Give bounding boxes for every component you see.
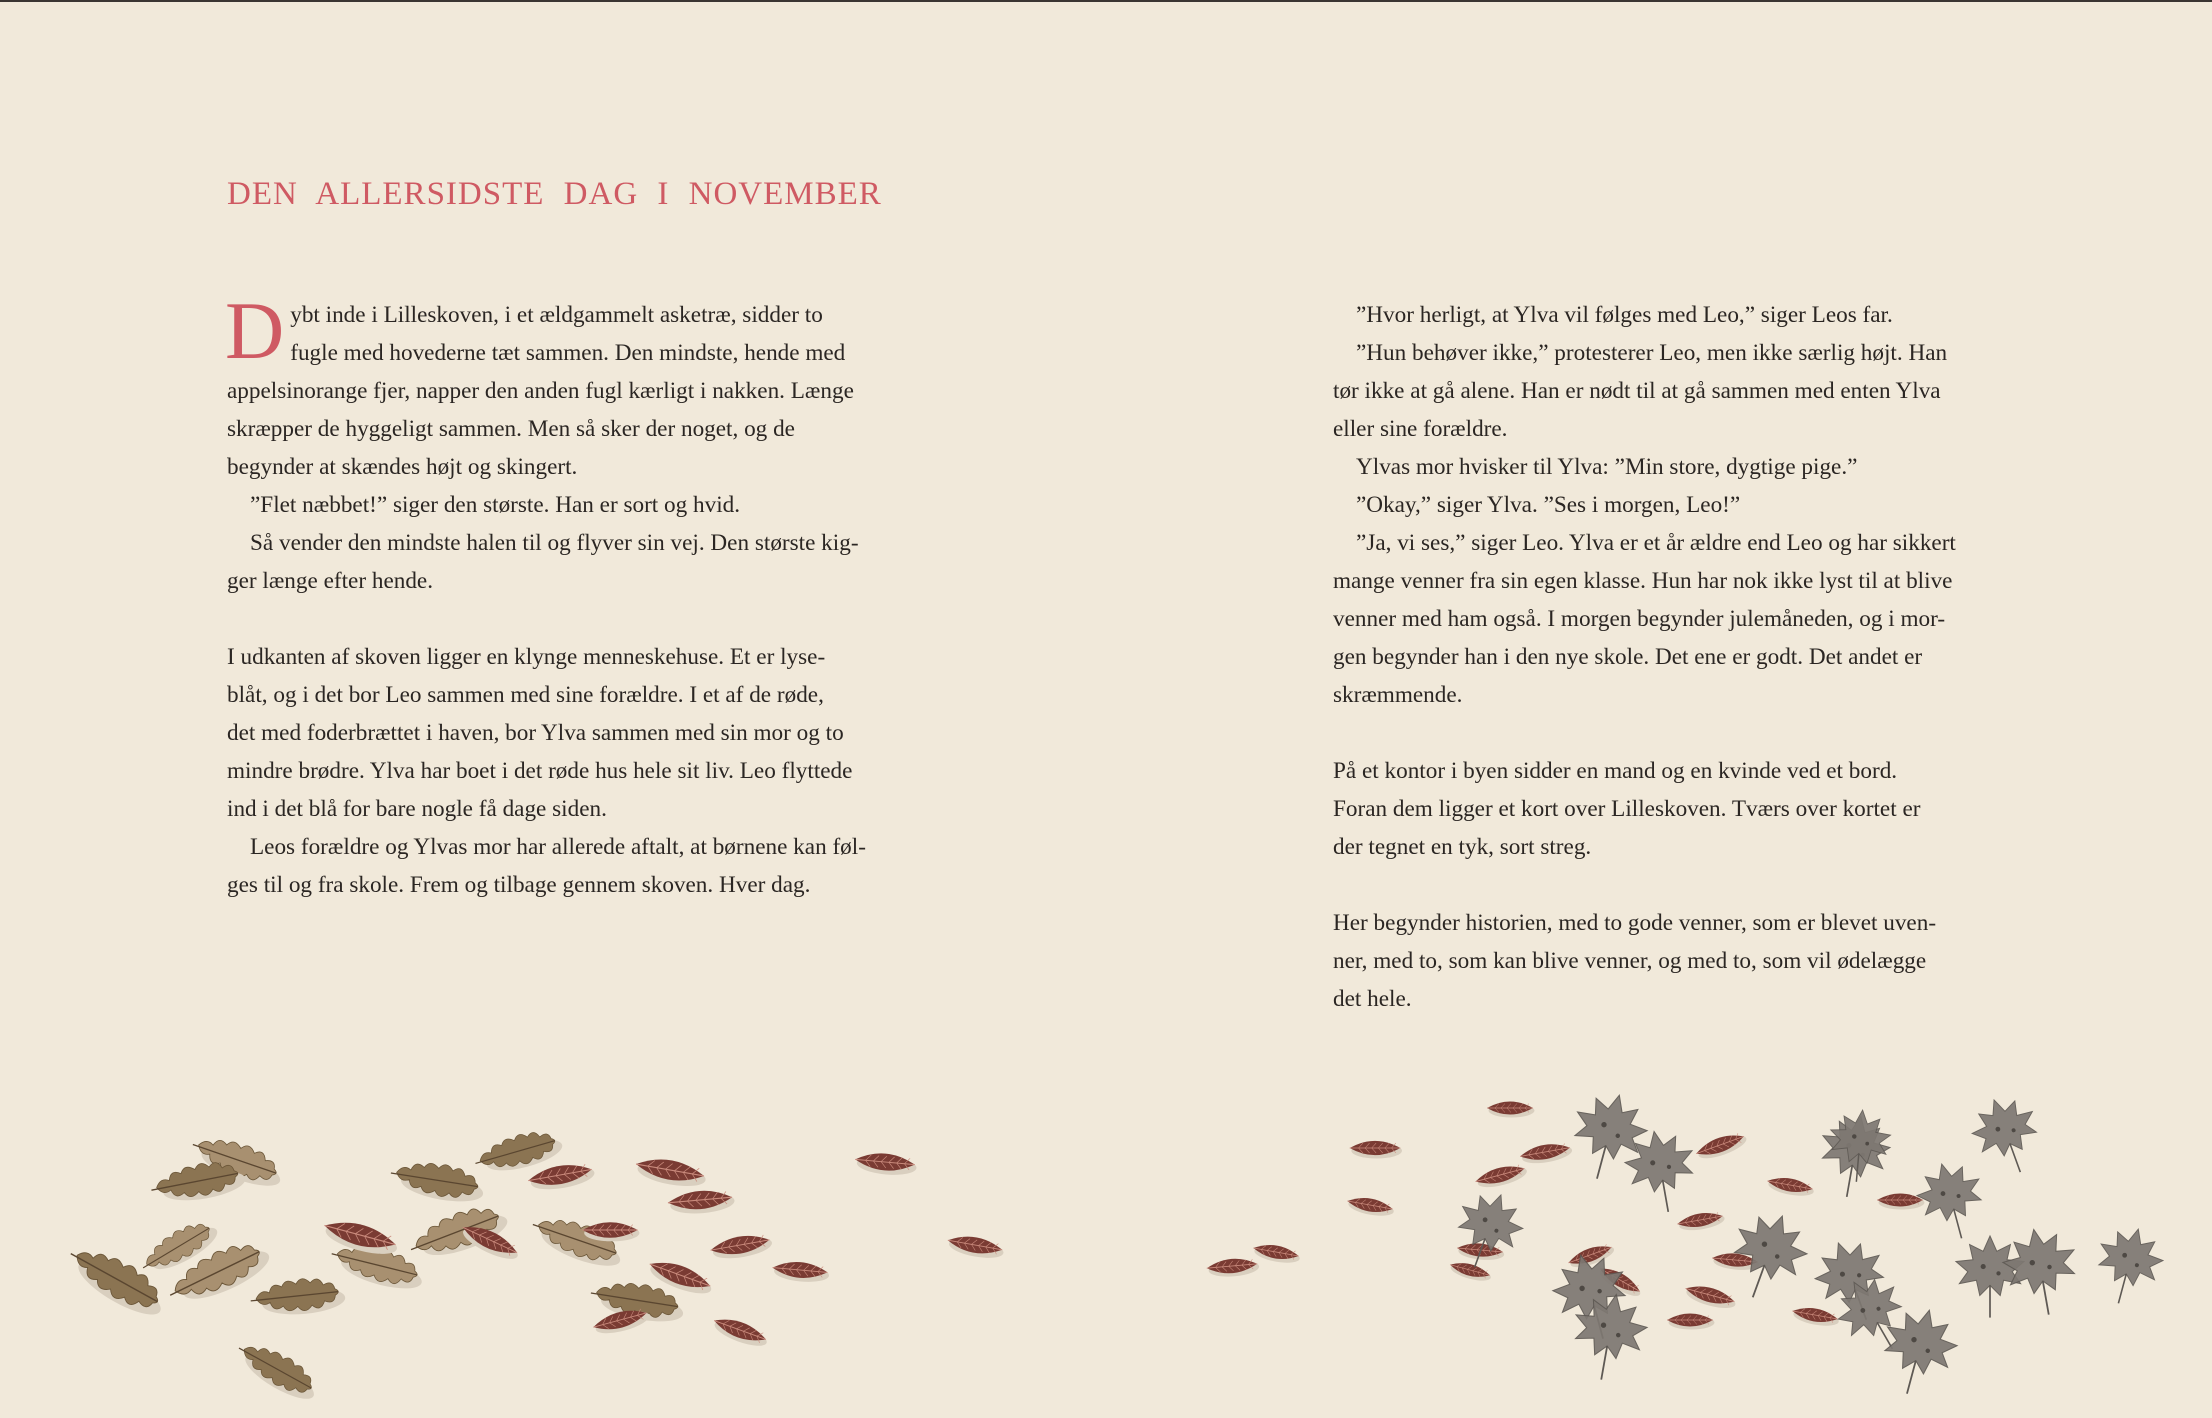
drop-cap: D [225, 285, 285, 376]
oak-leaf-icon [388, 1156, 487, 1207]
text-line: det med foderbrættet i haven, bor Ylva sammen med sin mor og to [227, 720, 844, 746]
maple-leaf-icon [1956, 1236, 2024, 1318]
text-line: gen begynder han i den nye skole. Det ene er godt. Det andet er [1333, 644, 1923, 670]
text-line: Foran dem ligger et kort over Lilleskoven. Tværs over kortet er [1333, 796, 1921, 822]
red-leaf-icon [1683, 1282, 1738, 1313]
red-leaf-icon [1346, 1195, 1396, 1219]
text-line: skræmmende. [1333, 682, 1463, 708]
red-leaf-icon [1487, 1102, 1535, 1118]
red-leaf-icon [1766, 1175, 1816, 1199]
red-leaf-icon [710, 1313, 770, 1351]
paragraph [225, 285, 895, 486]
text-line: ner, med to, som kan blive venner, og med to, som vil ødelægge [1333, 948, 1927, 974]
text-line: ind i det blå for bare nogle få dage siden. [227, 796, 607, 822]
paragraph: Ylvas mor hvisker til Ylva: ”Min store, dygtige pige.” [1356, 454, 1858, 480]
oak-leaf-icon [231, 1334, 324, 1400]
red-leaf-icon [634, 1154, 708, 1190]
text-line: fugle med hovederne tæt sammen. Den mindste, hende med [290, 340, 846, 366]
right-text-column [1333, 296, 2001, 1018]
text-line: det hele. [1333, 986, 1412, 1012]
text-line: appelsinorange fjer, napper den anden fugl kærligt i nakken. Længe [227, 378, 854, 404]
text-line: skræpper de hyggeligt sammen. Men så sker der noget, og de [227, 416, 795, 442]
red-leaf-icon [1350, 1141, 1402, 1159]
red-leaf-icon [1519, 1140, 1574, 1166]
red-leaf-icon [946, 1233, 1005, 1262]
red-leaf-icon [1676, 1209, 1726, 1233]
text-line: mange venner fra sin egen klasse. Hun har nok ikke lyst til at blive [1333, 568, 1953, 594]
maple-leaf-icon [2087, 1221, 2169, 1312]
autumn-leaves-illustration [0, 1070, 2212, 1400]
text-line: ybt inde i Lilleskoven, i et ældgammelt asketræ, sidder to [290, 302, 823, 328]
text-line: venner med ham også. I morgen begynder julemåneden, og i mor- [1333, 606, 1946, 632]
red-leaf-icon [709, 1231, 773, 1262]
paragraph [1333, 904, 2001, 1018]
red-leaf-icon [1566, 1241, 1616, 1272]
text-line: På et kontor i byen sidder en mand og en kvinde ved et bord. [1333, 758, 1898, 784]
text-line: ”Ja, vi ses,” siger Leo. Ylva er et år ældre end Leo og har sikkert [1356, 530, 1956, 556]
text-line: ger længe efter hende. [227, 568, 434, 594]
red-leaf-icon [1252, 1242, 1302, 1266]
red-leaf-icon [527, 1160, 596, 1194]
text-line: ges til og fra skole. Frem og tilbage gennem skoven. Hver dag. [227, 872, 811, 898]
text-line: Så vender den mindste halen til og flyver sin vej. Den største kig- [250, 530, 859, 556]
text-line: Her begynder historien, med to gode venner, som er blevet uven- [1333, 910, 1937, 936]
paragraph: ”Hvor herligt, at Ylva vil følges med Leo,” siger Leos far. [1356, 302, 1893, 328]
paragraph [227, 638, 895, 828]
text-line: I udkanten af skoven ligger en klynge menneskehuse. Et er lyse- [227, 644, 826, 670]
red-leaf-icon [1667, 1314, 1715, 1330]
red-leaf-icon [1791, 1305, 1841, 1329]
oak-leaf-icon [249, 1275, 346, 1318]
red-leaf-icon [1206, 1257, 1260, 1279]
text-line: Leos forældre og Ylvas mor har allerede aftalt, at børnene kan føl- [250, 834, 866, 860]
red-leaf-icon [1448, 1259, 1493, 1284]
text-line: eller sine forældre. [1333, 416, 1508, 442]
paragraph [227, 828, 895, 904]
paragraph [1333, 334, 2001, 448]
red-leaf-icon [854, 1151, 917, 1177]
text-line: mindre brødre. Ylva har boet i det røde hus hele sit liv. Leo flyttede [227, 758, 853, 784]
text-line: blåt, og i det bor Leo sammen med sine forældre. I et af de røde, [227, 682, 824, 708]
red-leaf-icon [1474, 1161, 1529, 1192]
paragraph: ”Okay,” siger Ylva. ”Ses i morgen, Leo!” [1356, 492, 1741, 518]
paragraph: ”Flet næbbet!” siger den største. Han er sort og hvid. [250, 492, 741, 518]
red-leaf-icon [1694, 1129, 1749, 1163]
left-text-column [225, 285, 895, 904]
text-line: begynder at skændes højt og skingert. [227, 454, 578, 480]
chapter-title: DEN ALLERSIDSTE DAG I NOVEMBER [227, 176, 882, 212]
text-line: tør ikke at gå alene. Han er nødt til at gå sammen med enten Ylva [1333, 378, 1941, 404]
red-leaf-icon [772, 1260, 830, 1284]
paragraph [227, 524, 895, 600]
maple-leaf-icon [1964, 1089, 2050, 1183]
paragraph [1333, 752, 2001, 866]
paragraph [1333, 524, 2001, 714]
text-line: der tegnet en tyk, sort streg. [1333, 834, 1592, 860]
oak-leaf-icon [405, 1198, 512, 1267]
text-line: ”Hun behøver ikke,” protesterer Leo, men ikke særlig højt. Han [1356, 340, 1948, 366]
red-leaf-icon [667, 1188, 735, 1216]
